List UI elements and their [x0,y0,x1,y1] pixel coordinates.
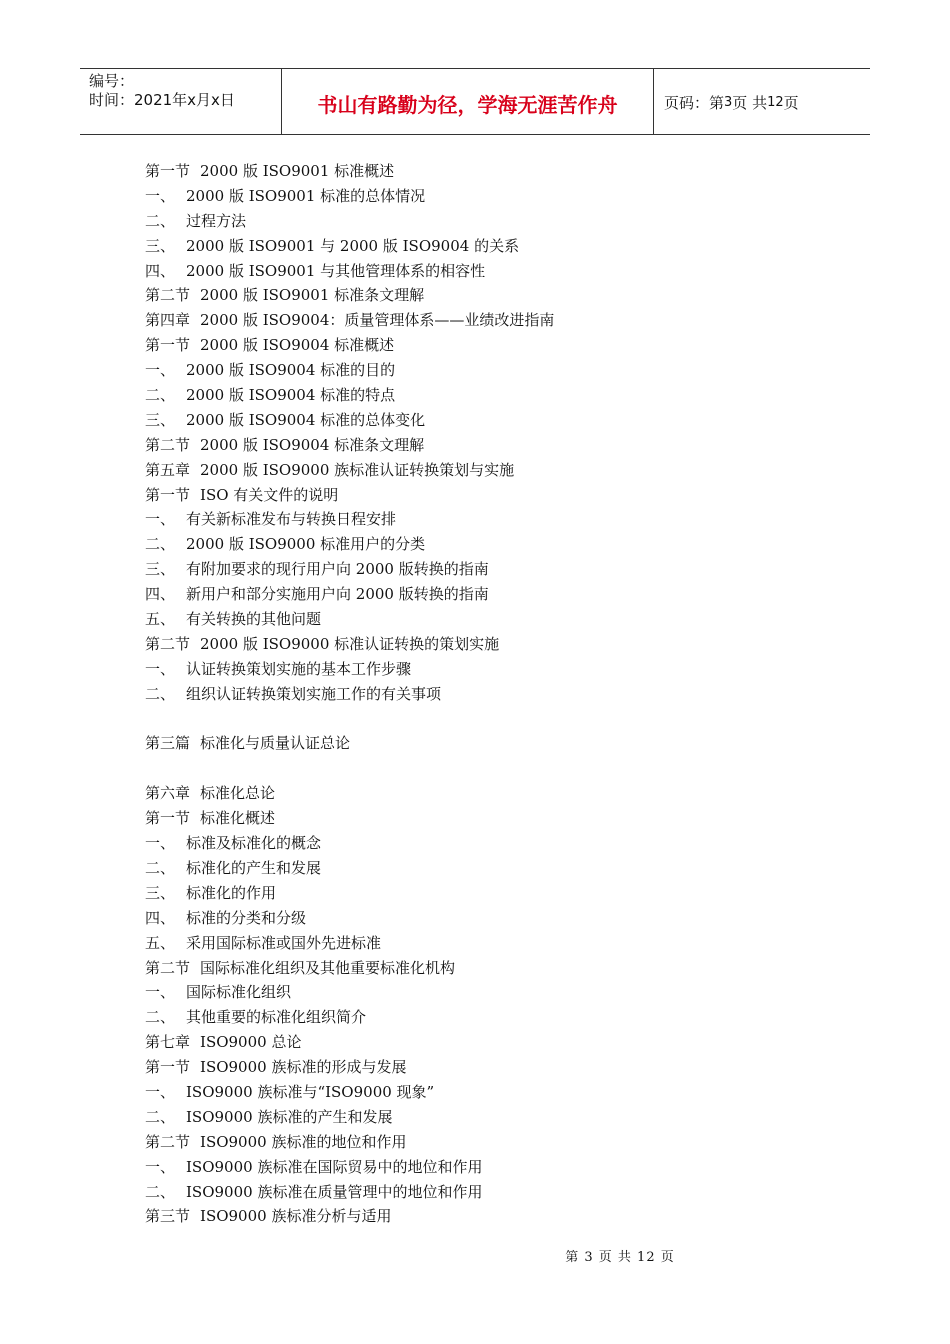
toc-line-number: 五、 [145,933,176,952]
toc-line-title: 有关转换的其他问题 [186,610,322,629]
toc-line-number: 第二节 [145,958,191,977]
toc-line-title: 有附加要求的现行用户向 2000 版转换的指南 [186,560,489,579]
toc-line-title: 2000 版 ISO9001 与其他管理体系的相容性 [186,261,486,280]
toc-line-number: 第一节 [145,809,191,828]
toc-line-number: 三、 [145,410,176,429]
toc-line-number: 二、 [145,386,176,405]
toc-line-number: 一、 [145,983,176,1002]
toc-line-title: 组织认证转换策划实施工作的有关事项 [186,684,442,703]
toc-line-number: 一、 [145,510,176,529]
page-current: 3 [724,95,733,110]
toc-line-title: 2000 版 ISO9001 与 2000 版 ISO9004 的关系 [186,236,520,255]
toc-line-title: 2000 版 ISO9001 标准条文理解 [200,286,425,305]
toc-line-number: 第一节 [145,485,191,504]
toc-line [145,532,845,557]
toc-line-title: 2000 版 ISO9004 标准条文理解 [200,435,425,454]
toc-line-number: 第三节 [145,1207,191,1226]
toc-line [145,159,845,184]
toc-line-title: 标准化概述 [200,809,276,828]
toc-line-title: 2000 版 ISO9004 标准的特点 [186,386,396,405]
toc-line [145,831,845,856]
toc-line-number: 一、 [145,1157,176,1176]
toc-line [145,259,845,284]
toc-line-title: 国际标准化组织 [186,983,292,1002]
document-date: 时间：2021年x月x日 [89,91,235,109]
toc-line-title: 新用户和部分实施用户向 2000 版转换的指南 [186,585,489,604]
toc-line [145,1204,845,1229]
toc-line [145,333,845,358]
toc-line-title: 采用国际标准或国外先进标准 [186,933,382,952]
toc-line-title: 2000 版 ISO9004：质量管理体系——业绩改进指南 [200,311,555,330]
toc-line-title: 标准化的作用 [186,883,277,902]
table-of-contents [145,159,845,1229]
toc-line [145,731,845,756]
toc-line-number: 二、 [145,858,176,877]
toc-line [145,1155,845,1180]
toc-line-number: 三、 [145,560,176,579]
header-page-indicator [654,69,870,134]
toc-line-number: 一、 [145,361,176,380]
toc-line-number: 四、 [145,908,176,927]
toc-line-title: 有关新标准发布与转换日程安排 [186,510,397,529]
toc-line-number: 一、 [145,834,176,853]
toc-line-number: 三、 [145,236,176,255]
toc-line-number: 第二节 [145,1132,191,1151]
toc-line-title: 2000 版 ISO9001 标准的总体情况 [186,186,426,205]
toc-line [145,682,845,707]
toc-line-number: 第二节 [145,634,191,653]
toc-line [145,856,845,881]
header-motto: 书山有路勤为径，学海无涯苦作舟 [282,69,654,134]
toc-line [145,1105,845,1130]
toc-line-number: 三、 [145,883,176,902]
page-header [80,68,870,135]
toc-line-title: ISO9000 族标准分析与适用 [200,1207,392,1226]
toc-line-title: 2000 版 ISO9000 标准用户的分类 [186,535,426,554]
page-total: 12 [767,95,784,110]
toc-line [145,806,845,831]
toc-line [145,931,845,956]
toc-line [145,607,845,632]
page-suffix: 页 [783,94,799,112]
toc-line [145,209,845,234]
toc-line-title: ISO9000 族标准在质量管理中的地位和作用 [186,1182,483,1201]
toc-line-title: 标准的分类和分级 [186,908,307,927]
toc-line-title: 2000 版 ISO9004 标准的目的 [186,361,396,380]
toc-line [145,507,845,532]
toc-line [145,483,845,508]
document-number-label: 编号： [89,72,135,90]
toc-line-number: 一、 [145,659,176,678]
toc-line [145,433,845,458]
toc-line-title: ISO9000 总论 [200,1033,302,1052]
toc-line-title: 标准及标准化的概念 [186,834,322,853]
toc-line [145,308,845,333]
toc-line-number: 第二节 [145,435,191,454]
toc-line-number: 一、 [145,1082,176,1101]
toc-line-title: 2000 版 ISO9000 族标准认证转换策划与实施 [200,460,515,479]
toc-line-number: 五、 [145,610,176,629]
toc-line [145,657,845,682]
toc-line-title: 其他重要的标准化组织简介 [186,1008,367,1027]
toc-line-number: 第一节 [145,1058,191,1077]
toc-line-number: 第三篇 [145,734,191,753]
toc-line [145,358,845,383]
page-footer: 第 3 页 共 12 页 [565,1250,675,1265]
toc-line [145,906,845,931]
toc-line [145,781,845,806]
toc-line [145,458,845,483]
page-prefix: 页码：第 [664,94,725,112]
toc-line-title: ISO 有关文件的说明 [200,485,339,504]
toc-line-title: 国际标准化组织及其他重要标准化机构 [200,958,456,977]
toc-line [145,632,845,657]
header-meta [80,69,282,134]
toc-line-number: 四、 [145,585,176,604]
toc-line [145,1080,845,1105]
toc-line-number: 二、 [145,684,176,703]
toc-spacer [145,756,845,781]
toc-line-title: 过程方法 [186,211,247,230]
toc-line-title: 2000 版 ISO9001 标准概述 [200,162,395,180]
page-mid: 页 共 [732,94,768,112]
toc-line [145,956,845,981]
toc-line [145,1055,845,1080]
toc-line-title: 2000 版 ISO9004 标准的总体变化 [186,410,426,429]
toc-line-title: 2000 版 ISO9004 标准概述 [200,336,395,355]
toc-line [145,557,845,582]
toc-line-number: 第一节 [145,162,191,180]
toc-line [145,408,845,433]
toc-line [145,582,845,607]
toc-line [145,184,845,209]
toc-line [145,881,845,906]
toc-line-number: 二、 [145,1107,176,1126]
toc-line-title: ISO9000 族标准与“ISO9000 现象” [186,1082,435,1101]
toc-line-title: 认证转换策划实施的基本工作步骤 [186,659,412,678]
toc-line-title: 2000 版 ISO9000 标准认证转换的策划实施 [200,634,500,653]
toc-line-title: ISO9000 族标准在国际贸易中的地位和作用 [186,1157,483,1176]
toc-line [145,1130,845,1155]
toc-line [145,1005,845,1030]
toc-line-title: ISO9000 族标准的形成与发展 [200,1058,407,1077]
toc-line-title: 标准化与质量认证总论 [200,734,351,753]
toc-line-title: ISO9000 族标准的地位和作用 [200,1132,407,1151]
toc-line [145,283,845,308]
toc-line-number: 第一节 [145,336,191,355]
toc-line-number: 二、 [145,211,176,230]
toc-line [145,234,845,259]
toc-spacer [145,707,845,732]
toc-line-number: 一、 [145,186,176,205]
toc-line-number: 二、 [145,1182,176,1201]
toc-line-number: 第五章 [145,460,191,479]
toc-line-number: 二、 [145,1008,176,1027]
toc-line [145,980,845,1005]
toc-line-title: 标准化的产生和发展 [186,858,322,877]
toc-line [145,383,845,408]
toc-line-title: 标准化总论 [200,784,276,803]
toc-line-number: 第四章 [145,311,191,330]
toc-line-number: 第七章 [145,1033,191,1052]
toc-line-number: 四、 [145,261,176,280]
toc-line-number: 二、 [145,535,176,554]
toc-line-number: 第二节 [145,286,191,305]
toc-line-number: 第六章 [145,784,191,803]
toc-line-title: ISO9000 族标准的产生和发展 [186,1107,393,1126]
toc-line [145,1180,845,1205]
toc-line [145,1030,845,1055]
